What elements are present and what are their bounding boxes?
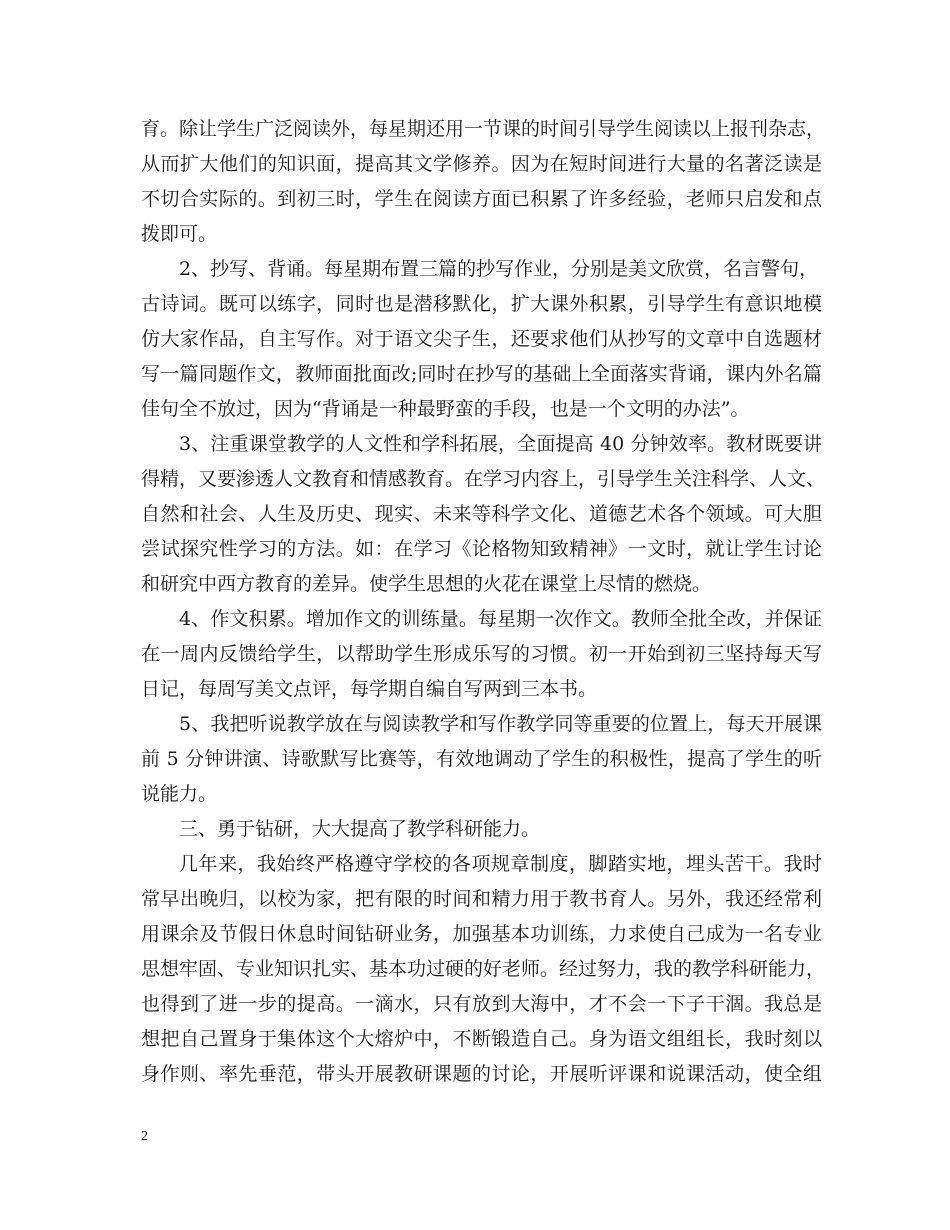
text-line: 日记，每周写美文点评，每学期自编自写两到三本书。 (141, 678, 598, 700)
text-line: 和研究中西方教育的差异。使学生思想的火花在课堂上尽情的燃烧。 (141, 573, 712, 595)
text-line: 思想牢固、专业知识扎实、基本功过硬的好老师。经过努力，我的教学科研能力， (141, 958, 826, 980)
text-line: 身作则、率先垂范，带头开展教研课题的讨论，开展听评课和说课活动，使全组 (141, 1063, 822, 1085)
text-line: 育。除让学生广泛阅读外，每星期还用一节课的时间引导学生阅读以上报刊杂志， (141, 118, 826, 140)
text-line: 自然和社会、人生及历史、现实、未来等科学文化、道德艺术各个领域。可大胆 (141, 503, 822, 525)
text-line: 前 5 分钟讲演、诗歌默写比赛等，有效地调动了学生的积极性，提高了学生的听 (141, 748, 822, 770)
text-line: 几年来，我始终严格遵守学校的各项规章制度，脚踏实地，埋头苦干。我时 (179, 853, 822, 875)
text-line: 仿大家作品，自主写作。对于语文尖子生，还要求他们从抄写的文章中自选题材 (141, 328, 822, 350)
text-line: 4、作文积累。增加作文的训练量。每星期一次作文。教师全批全改，并保证 (179, 608, 822, 630)
text-line: 用课余及节假日休息时间钻研业务，加强基本功训练，力求使自己成为一名专业 (141, 923, 822, 945)
text-line: 古诗词。既可以练字，同时也是潜移默化，扩大课外积累，引导学生有意识地模 (141, 293, 822, 315)
text-line: 佳句全不放过，因为“背诵是一种最野蛮的手段，也是一个文明的办法”。 (141, 398, 750, 420)
text-line: 得精，又要渗透人文教育和情感教育。在学习内容上，引导学生关注科学、人文、 (141, 468, 826, 490)
text-line: 尝试探究性学习的方法。如：在学习《论格物知致精神》一文时，就让学生讨论 (141, 538, 822, 560)
text-line: 在一周内反馈给学生，以帮助学生形成乐写的习惯。初一开始到初三坚持每天写 (141, 643, 822, 665)
text-line: 常早出晚归，以校为家，把有限的时间和精力用于教书育人。另外，我还经常利 (141, 888, 822, 910)
body-text (141, 112, 826, 1092)
text-line: 5、我把听说教学放在与阅读教学和写作教学同等重要的位置上，每天开展课 (179, 713, 822, 735)
text-line: 也得到了进一步的提高。一滴水，只有放到大海中，才不会一下子干涸。我总是 (141, 993, 822, 1015)
text-line: 不切合实际的。到初三时，学生在阅读方面已积累了许多经验，老师只启发和点 (141, 188, 822, 210)
text-line: 3、注重课堂教学的人文性和学科拓展，全面提高 40 分钟效率。教材既要讲 (179, 433, 822, 455)
text-line: 说能力。 (141, 783, 218, 805)
text-line: 三、勇于钻研，大大提高了教学科研能力。 (179, 818, 541, 840)
text-line: 拨即可。 (141, 223, 218, 245)
text-line: 从而扩大他们的知识面，提高其文学修养。因为在短时间进行大量的名著泛读是 (141, 153, 822, 175)
page-number: 2 (141, 1129, 148, 1144)
text-line: 2、抄写、背诵。每星期布置三篇的抄写作业，分别是美文欣赏，名言警句， (179, 258, 819, 280)
text-line: 想把自己置身于集体这个大熔炉中，不断锻造自己。身为语文组组长，我时刻以 (141, 1028, 822, 1050)
text-line: 写一篇同题作文，教师面批面改;同时在抄写的基础上全面落实背诵，课内外名篇 (141, 363, 822, 385)
